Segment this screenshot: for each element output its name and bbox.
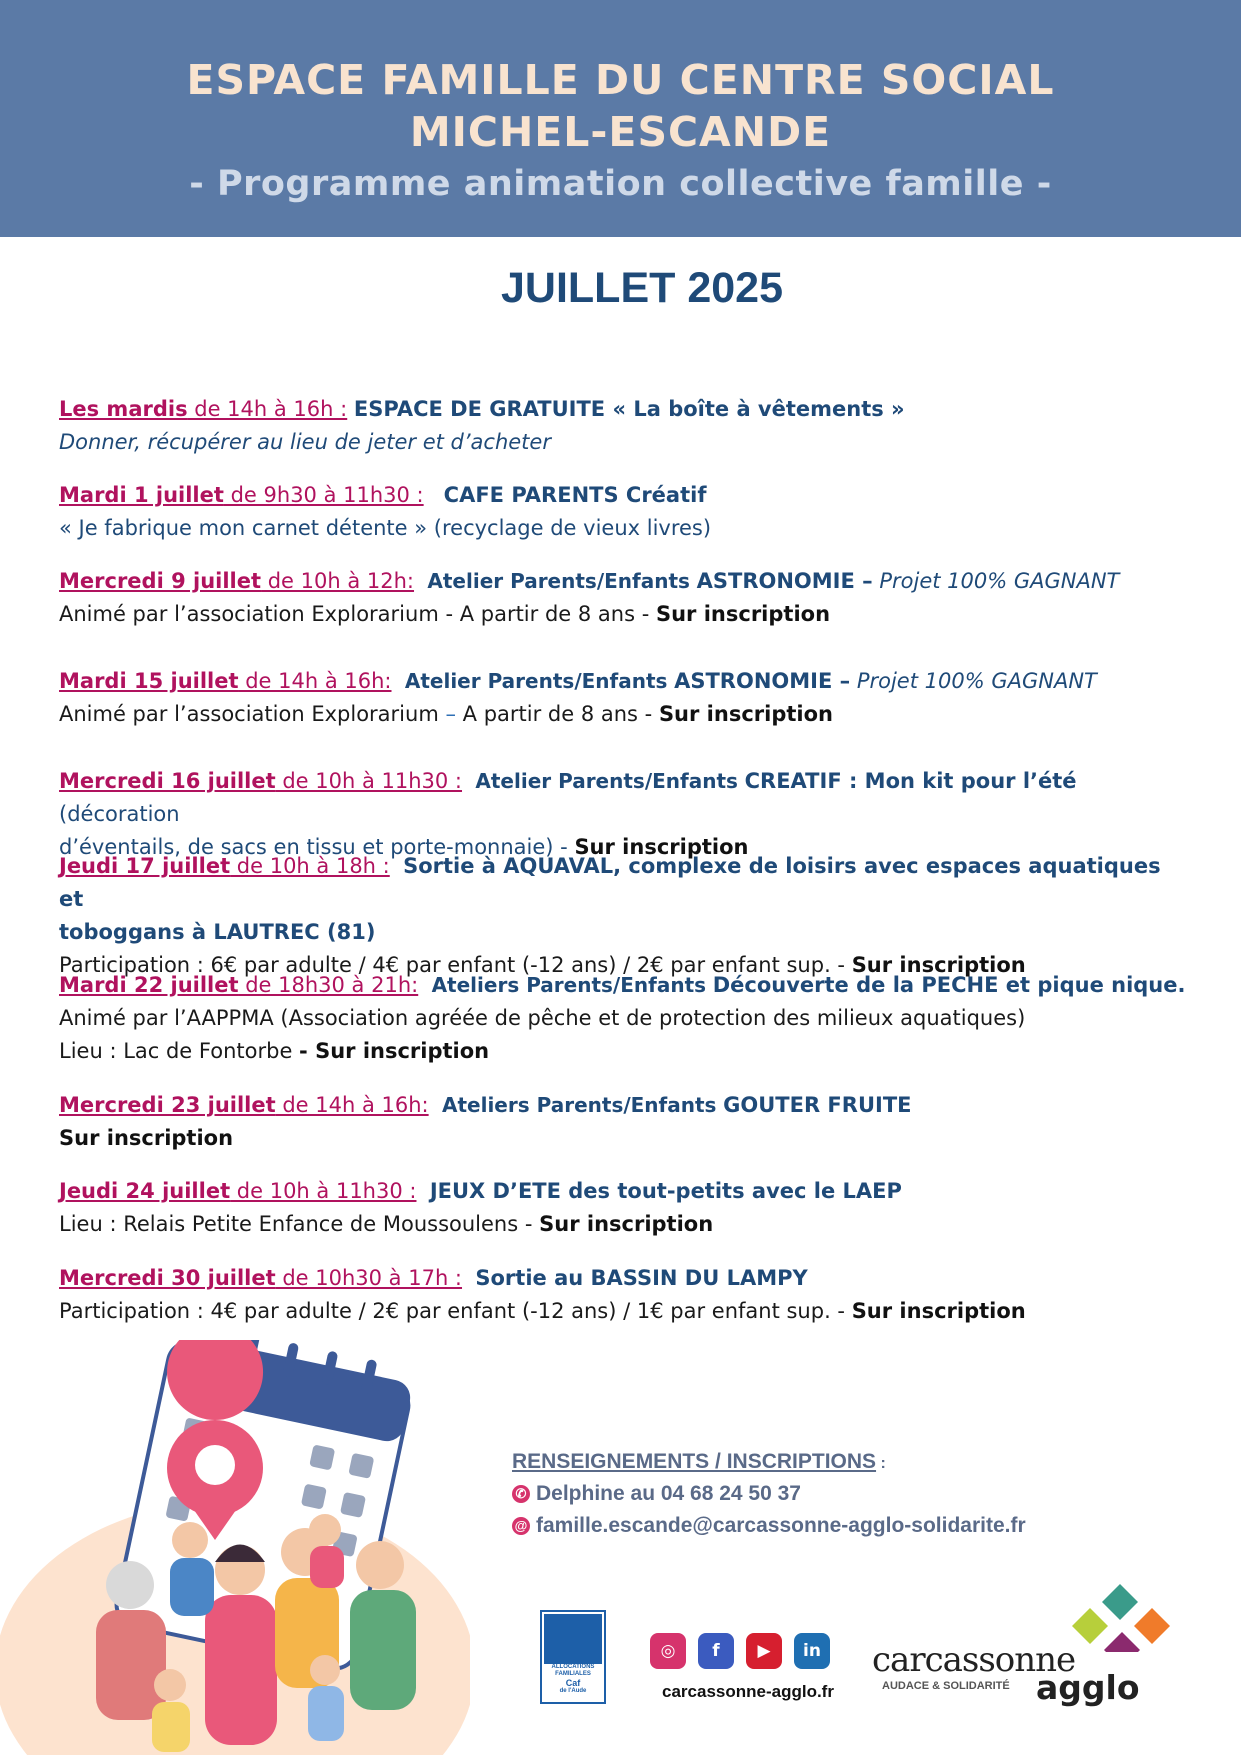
contact-phone[interactable]: ✆ Delphine au 04 68 24 50 37: [512, 1482, 1212, 1506]
event-kind: Atelier Parents/Enfants: [475, 769, 738, 793]
event-title: GOUTER FRUITE: [723, 1093, 912, 1117]
family-calendar-illustration: [0, 1340, 470, 1755]
event-kind: Ateliers Parents/Enfants: [431, 973, 707, 997]
event-title: ASTRONOMIE –: [674, 669, 851, 693]
event-item: [59, 479, 1189, 545]
event-project: Projet 100% GAGNANT: [879, 569, 1120, 593]
event-description: Animé par l’association Explorarium: [59, 702, 439, 726]
event-item: Mercredi 16 juillet de 10h à 11h30 : Atelier Parents/Enfants CREATIF : Mon kit pour l’été (décoration d’éventails, de sacs en tissu et porte-monnaie) - Sur inscription: [59, 769, 1077, 859]
event-item: Mardi 15 juillet de 14h à 16h: Atelier Parents/Enfants ASTRONOMIE – Projet 100% GAGNANT Animé par l’association Explorarium – A partir de 8 ans - Sur inscription: [59, 669, 1097, 726]
event-date: Mardi 22 juillet de 18h30 à 21h:: [59, 973, 419, 997]
event-description: « Je fabrique mon carnet détente » (recyclage de vieux livres): [59, 516, 712, 540]
event-title: Sortie à AQUAVAL, complexe de loisirs avec espaces aquatiques et: [59, 854, 1161, 911]
contact-heading: RENSEIGNEMENTS / INSCRIPTIONS: [512, 1450, 877, 1473]
event-item: [59, 1175, 1189, 1241]
at-icon: @: [512, 1517, 530, 1535]
youtube-icon[interactable]: ▶: [746, 1633, 782, 1669]
facebook-icon[interactable]: f: [698, 1633, 734, 1669]
instagram-icon[interactable]: ◎: [650, 1633, 686, 1669]
caf-emblem-icon: [544, 1614, 602, 1664]
event-title: CREATIF : Mon kit pour l’été: [744, 769, 1077, 793]
event-date: Mercredi 9 juillet de 10h à 12h:: [59, 569, 415, 593]
social-links: [650, 1633, 850, 1702]
event-description: Participation : 6€ par adulte / 4€ par enfant (-12 ans) / 2€ par enfant sup. -: [59, 953, 845, 977]
event-kind: Ateliers Parents/Enfants: [441, 1093, 717, 1117]
event-title: Découverte de la PECHE et pique nique.: [712, 973, 1186, 997]
event-date: Mercredi 16 juillet de 10h à 11h30 :: [59, 769, 463, 793]
agglo-word: agglo: [1036, 1668, 1140, 1707]
event-registration: - Sur inscription: [299, 1039, 490, 1063]
event-registration: Sur inscription: [59, 1126, 234, 1150]
event-description: Animé par l’association Explorarium - A partir de 8 ans -: [59, 602, 650, 626]
page-title: JUILLET 2025: [501, 264, 783, 312]
event-item: Jeudi 17 juillet de 10h à 18h : Sortie à AQUAVAL, complexe de loisirs avec espaces aquatiques et toboggans à LAUTREC (81) Participation : 6€ par adulte / 4€ par enfant (-12 ans) / 2€ par enfant sup. - Sur inscription: [59, 854, 1161, 977]
event-description: Donner, récupérer au lieu de jeter et d’acheter: [59, 430, 551, 454]
contact-email[interactable]: @ famille.escande@carcassonne-agglo-solidarite.fr: [512, 1514, 1212, 1538]
event-registration: Sur inscription: [655, 602, 831, 626]
event-date: Mardi 1 juillet de 9h30 à 11h30 :: [59, 483, 424, 507]
event-registration: Sur inscription: [658, 702, 833, 726]
event-item: [59, 1089, 1189, 1155]
website-link[interactable]: carcassonne-agglo.fr: [662, 1682, 834, 1701]
event-kind: Atelier Parents/Enfants: [427, 569, 690, 593]
event-description: Animé par l’AAPPMA (Association agréée de pêche et de protection des milieux aquatiques): [59, 1006, 1026, 1030]
event-kind: Atelier Parents/Enfants: [404, 669, 668, 693]
event-item: [59, 565, 1189, 631]
event-registration: Sur inscription: [574, 835, 749, 859]
event-description: d’éventails, de sacs en tissu et porte-monnaie) -: [59, 835, 568, 859]
event-date: Mercredi 30 juillet de 10h30 à 17h :: [59, 1266, 463, 1290]
header-banner: [0, 0, 1241, 237]
event-title: JEUX D’ETE des tout-petits avec le LAEP: [429, 1179, 902, 1203]
event-registration: Sur inscription: [851, 953, 1026, 977]
event-item: [59, 393, 1189, 459]
event-place: Lieu : Relais Petite Enfance de Moussoulens -: [59, 1212, 533, 1236]
contact-block: RENSEIGNEMENTS / INSCRIPTIONS : ✆ Delphine au 04 68 24 50 37 @ famille.escande@carcassonne-agglo-solidarite.fr: [512, 1450, 1212, 1538]
carcassonne-agglo-logo: [872, 1582, 1202, 1707]
event-date: Jeudi 24 juillet de 10h à 11h30 :: [59, 1179, 417, 1203]
event-date: Mardi 15 juillet de 14h à 16h:: [59, 669, 392, 693]
linkedin-icon[interactable]: in: [794, 1633, 830, 1669]
event-title: Sortie au BASSIN DU LAMPY: [475, 1266, 808, 1290]
header-title-line2: MICHEL-ESCANDE: [409, 108, 832, 156]
event-place: Lieu : Lac de Fontorbe: [59, 1039, 293, 1063]
caf-logo: ALLOCATIONS FAMILIALES Caf de l'Aude: [540, 1610, 606, 1704]
event-title: ESPACE DE GRATUITE « La boîte à vêtements »: [353, 397, 905, 421]
header-title-line1: ESPACE FAMILLE DU CENTRE SOCIAL: [186, 56, 1055, 104]
event-date: Les mardis de 14h à 16h :: [59, 397, 348, 421]
event-date: Mercredi 23 juillet de 14h à 16h:: [59, 1093, 429, 1117]
event-registration: Sur inscription: [851, 1299, 1026, 1323]
agglo-tagline: AUDACE & SOLIDARITÉ: [882, 1680, 1010, 1692]
event-description: Participation : 4€ par adulte / 2€ par enfant (-12 ans) / 1€ par enfant sup. -: [59, 1299, 845, 1323]
agglo-name: carcassonne: [872, 1640, 1076, 1680]
header-subtitle: - Programme animation collective famille -: [189, 164, 1052, 204]
event-date: Jeudi 17 juillet de 10h à 18h :: [59, 854, 390, 878]
event-title: CAFE PARENTS Créatif: [443, 483, 707, 507]
event-project: Projet 100% GAGNANT: [856, 669, 1097, 693]
event-title: ASTRONOMIE –: [696, 569, 873, 593]
event-item: [59, 1262, 1189, 1328]
event-registration: Sur inscription: [539, 1212, 714, 1236]
event-item: [59, 969, 1189, 1068]
phone-icon: ✆: [512, 1485, 530, 1503]
